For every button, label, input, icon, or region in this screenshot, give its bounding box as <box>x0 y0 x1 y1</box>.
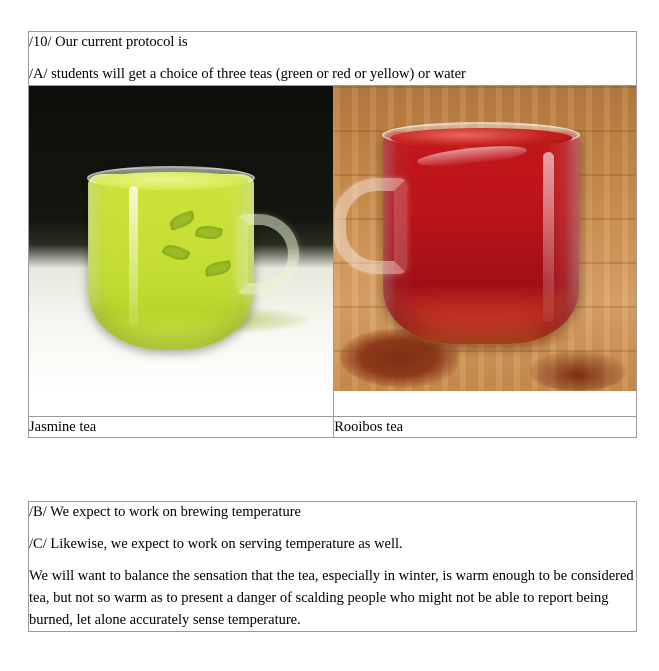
protocol-line-b: /B/ We expect to work on brewing temperature <box>29 504 301 520</box>
caption-green-tea: Jasmine tea <box>29 417 334 438</box>
protocol-line-a: /A/ students will get a choice of three teas (green or red or yellow) or water <box>29 66 466 83</box>
table-row <box>29 417 637 438</box>
spacer <box>29 555 636 566</box>
protocol-intro-cell <box>29 32 637 86</box>
loose-tea-decor <box>530 351 626 391</box>
glass-highlight-decor <box>543 152 554 322</box>
green-tea-photo <box>29 86 333 391</box>
green-tea-image-cell <box>29 86 334 417</box>
table-row <box>29 86 637 417</box>
red-tea-photo <box>334 86 636 391</box>
protocol-table-bottom <box>28 501 637 632</box>
glass-cup-handle <box>334 178 407 274</box>
protocol-table-top <box>28 31 637 438</box>
protocol-line-10: /10/ Our current protocol is <box>29 34 188 50</box>
glass-highlight-decor <box>129 186 138 326</box>
spacer <box>29 53 636 64</box>
spacer <box>29 523 636 534</box>
table-row <box>29 502 637 632</box>
caption-red-tea: Rooibos tea <box>334 417 637 438</box>
red-tea-image-cell <box>334 86 637 417</box>
tea-surface <box>95 172 249 190</box>
tea-surface <box>390 128 572 148</box>
table-row <box>29 32 637 86</box>
protocol-line-c: /C/ Likewise, we expect to work on serving temperature as well. <box>29 536 403 553</box>
protocol-paragraph: We will want to balance the sensation that the tea, especially in winter, is warm enough to be considered tea, but not so warm as to present a danger of scalding people who might not be able to report being burned, let alone accurately sense temperature. <box>29 568 634 628</box>
protocol-notes-cell <box>29 502 637 632</box>
